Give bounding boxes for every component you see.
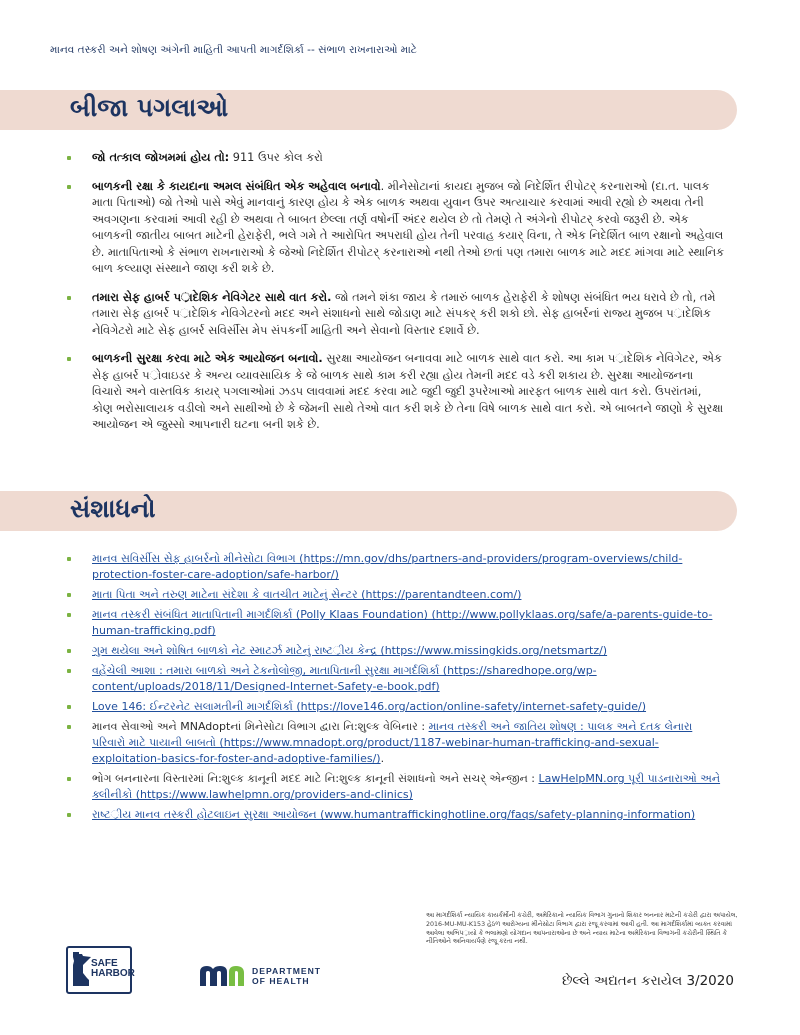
bullet-icon	[67, 649, 71, 653]
section-title: સંશાધનો	[70, 494, 156, 523]
resource-item	[64, 607, 724, 639]
mdh-logo-text	[252, 966, 321, 986]
running-header: માનવ તસ્કરી અને શોષણ અંગેની માહિતી આપતી માગર્દશિર્કા -- સંભાળ રાખનારાઓ માટે	[50, 44, 417, 56]
bullet-icon	[67, 156, 71, 160]
list-item	[64, 179, 724, 278]
minnesota-map-icon	[72, 951, 92, 987]
section-header-next-steps	[0, 90, 737, 130]
resource-item	[64, 719, 724, 767]
logo-line: OF HEALTH	[252, 976, 310, 986]
resource-item	[64, 551, 724, 583]
section-header-resources	[0, 491, 737, 531]
resource-link-mnadopt-webinar[interactable]: માનવ તસ્કરી અને જાતિય શોષણ : પાલક અને દતક લેનારા પરિવારો માટે પાયાની બાબતો (https://www.mnadopt.org/product/1187-webinar-human-trafficking-and-sexual-exploitation-basics-for-foster-and-adoptive-families/)	[92, 720, 693, 765]
bullet-icon	[67, 813, 71, 817]
resource-item	[64, 771, 724, 803]
resource-item	[64, 699, 724, 715]
safe-harbor-logo-text	[91, 959, 135, 979]
bullet-icon	[67, 296, 71, 300]
bullet-icon	[67, 593, 71, 597]
bullet-icon	[67, 705, 71, 709]
logo-line: DEPARTMENT	[252, 966, 322, 976]
bullet-icon	[67, 777, 71, 781]
bullet-icon	[67, 669, 71, 673]
last-updated: છેલ્લે અદ્યતન કરાયેલ 3/2020	[562, 973, 734, 989]
bullet-icon	[67, 357, 71, 361]
resource-link-netsmartz[interactable]: ગુમ થયેલા અને શોષિત બાળકો નેટ સ્માટર્ઝ માટેનું રાષ્ટર્ીય કેન્દ્ર (https://www.missingkids.org/netsmartz/)	[92, 644, 608, 657]
bullet-icon	[67, 725, 71, 729]
item-lead: બાળકની સુરક્ષા કરવા માટે એક આયોજન બનાવો.	[92, 352, 323, 365]
mn-department-of-health-logo	[200, 962, 340, 988]
next-steps-list	[64, 150, 724, 446]
bullet-icon	[67, 557, 71, 561]
resource-link-polly-klaas[interactable]: માનવ તસ્કરી સંબંધિત માતાપિતાની માગર્દશિર્કા (Polly Klaas Foundation) (http://www.pollyklaas.org/safe/a-parents-guide-to-human-trafficking.pdf)	[92, 608, 713, 637]
resource-item	[64, 643, 724, 659]
bullet-icon	[67, 185, 71, 189]
list-item	[64, 150, 724, 167]
item-text: જો તમને શંકા જાય કે તમારું બાળક હેરાફેરી કે શોષણ સંબંધિત ભય ધરાવે છે તો, તમે તમારા સેફ હાબર્ર પર્ાદેશિક નેવિગેટરનો મદદ અને સંશાધનો સાથે જોડાણ માટે સંપકર્ કરી શકો છો. સેફ હાબર્રનાં રાજ્ય મુજબ પર્ાદેશિક નેવિગેટરો માટે સેફ હાબર્ર સવિર્સીસ મેપ સંપકર્ની માહિતી અને સેવાનો વિસ્તાર દશાર્વે છે.	[92, 290, 716, 337]
resource-link-love146[interactable]: Love 146: ઈન્ટરનેટ સલામતીની માગર્દશિર્કા (https://love146.org/action/online-safety/internet-safety-guide/)	[92, 700, 647, 713]
funding-disclaimer: આ માગર્દશિર્કા ન્યાયિક કાયર્કર્મોની કચેરી, અમેરિકાનો ન્યાયિક વિભાગ ગુનાનો શિકાર બનનાર માટેની કચેરી દ્વારા અપાયેલ, 2016-MU-MU-K153 હેઠળ આરોગ્યના મીનેસોટા વિભાગ દ્વારા રજૂ કરવામાં આવી હતી. આ માગર્દશિર્કામાં વ્યક્ત કરવામાં આવેલા અભિપર્ાયો કે ભલામણો યોગદાન આપનારાઓના છે અને ન્યાય માટેના અમેરિકાના વિભાગની કચેરીની સ્થિતિ કે નીતિઓને અનિવાયર્પણે રજૂ કરતા નથી.	[426, 912, 738, 946]
resource-link-mn-dhs-safe-harbor[interactable]: માનવ સવિર્સીસ સેફ હાબર્રનો મીનેસોટા વિભાગ (https://mn.gov/dhs/partners-and-providers/program-overviews/child-protection-foster-care-adoption/safe-harbor/)	[92, 552, 683, 581]
resource-item	[64, 663, 724, 695]
item-text: . મીનેસોટાનાં કાયદા મુજબ જો નિદેર્શિત રીપોટર્ કરનારાઓ (દા.ત. પાલક માતા પિતાઓ) જો તેઓ પાસે એવું માનવાનું કારણ હોય કે એક બાળક અથવા યુવાન ઉપર અત્યાચાર કરવામાં આવી રહ્યો છે અથવા તેની અવગણના કરવામાં આવી રહી છે અથવા તે બાબત છેલ્લા તર્ણ વષોર્ની અંદર થયેલ છે તો તેમણે તે અંગેનો રીપોટર્ કરવો જરૂરી છે. એક બાળકની જાતીય બાબત માટેની હેરાફેરી, ભલે ગમે તે આરોપિત અપરાધી હોય તેની પરવાહ કયાર્ વિના, તે એક નિદેર્શિત બાળ રક્ષાનો અહેવાલ છે. માતાપિતાઓ કે સંભાળ રાખનારાઓ કે જેઓ નિદેર્શિત રીપોટર્ કરનારાઓ નથી તેઓ છતાં પણ તમારા બાળક માટે મદદ માંગવા માટે સ્થાનિક બાળ કલ્યાણ સંસ્થાને જાણ કરી શકે છે.	[92, 179, 724, 275]
item-text: 911 ઉપર કોલ કરો	[229, 151, 323, 164]
bullet-icon	[67, 613, 71, 617]
item-text: સુરક્ષા આયોજન બનાવવા માટે બાળક સાથે વાત કરો. આ કામ પર્ાદેશિક નેવિગેટર, એક સેફ હાબર્ર પર્ોવાઇડર કે અન્ય વ્યાવસાયિક કે જે બાળક સાથે કામ કરી રહ્યા હોય તેમની મદદ વડે કરી શકાય છે. સુરક્ષા આયોજનના વિચારો અને વાસ્તવિક કાયર્ પગલાઓમાં ઝડપ લાવવામાં મદદ કરવા માટે જુદી જુદી રૂપરેખાઓ મારફત બાળક સાથે વાત કરો. ઉપરાંતમાં, કોણ ભરોસાલાયક વડીલો અને સાથીઓ છે કે જેમની સાથે તેઓ વાત કરી શકે છે તેના વિષે બાળક સાથે વાત કરો. એ બાબતને જાણો કે સુરક્ષા આયોજન એ જુસ્સો આપનારી ઘટના બની શકે છે.	[92, 352, 724, 431]
resource-link-trafficking-hotline[interactable]: રાષ્ટર્ીય માનવ તસ્કરી હોટલાઇન સુરક્ષા આયોજન (www.humantraffickinghotline.org/faqs/safety-planning-information)	[92, 808, 696, 821]
resource-link-parent-and-teen[interactable]: માતા પિતા અને તરુણ માટેના સંદેશા કે વાતચીત માટેનું સેન્ટર (https://parentandteen.com/)	[92, 588, 522, 601]
resource-link-lawhelpmn[interactable]: LawHelpMN.org પૂરી પાડનારાઓ અને ક્લીનીકો (https://www.lawhelpmn.org/providers-and-clinics)	[92, 772, 721, 801]
item-lead: જો તત્કાલ જોખમમાં હોય તો:	[92, 151, 230, 164]
resource-item	[64, 587, 724, 603]
logo-line: SAFE	[91, 958, 118, 969]
item-lead: બાળકની રક્ષા કે કાયદાના અમલ સંબંધિત એક અહેવાલ બનાવો	[92, 179, 381, 193]
resource-link-shared-hope[interactable]: વહેંચેલી આશા : તમારા બાળકો અને ટેકનોલોજી, માતાપિતાની સુરક્ષા માગર્દશિર્કા (https://sharedhope.org/wp-content/uploads/2018/11/Designed-Internet-Safety-e-book.pdf)	[92, 664, 597, 693]
resource-prefix: માનવ સેવાઓ અને MNAdoptનાં મિનેસોટા વિભાગ દ્વારા નિ:શુલ્ક વેબિનાર :	[92, 720, 429, 733]
list-item	[64, 290, 724, 340]
mn-logo-icon	[200, 966, 246, 986]
item-lead: તમારા સેફ હાબર્ર પર્ાદેશિક નેવિગેટર સાથે વાત કરો.	[92, 290, 332, 304]
safe-harbor-logo	[66, 946, 135, 994]
logo-line: HARBOR	[91, 968, 135, 979]
resource-prefix: ભોગ બનનારના વિસ્તારમાં નિ:શુલ્ક કાનૂની મદદ માટે નિ:શુલ્ક કાનૂની સંશાધનો અને સચર્ એન્જીન :	[92, 772, 539, 785]
section-title: બીજા પગલાઓ	[70, 93, 229, 122]
resources-list	[64, 551, 724, 827]
resource-suffix: .	[380, 752, 385, 765]
resource-item	[64, 807, 724, 823]
list-item	[64, 351, 724, 434]
